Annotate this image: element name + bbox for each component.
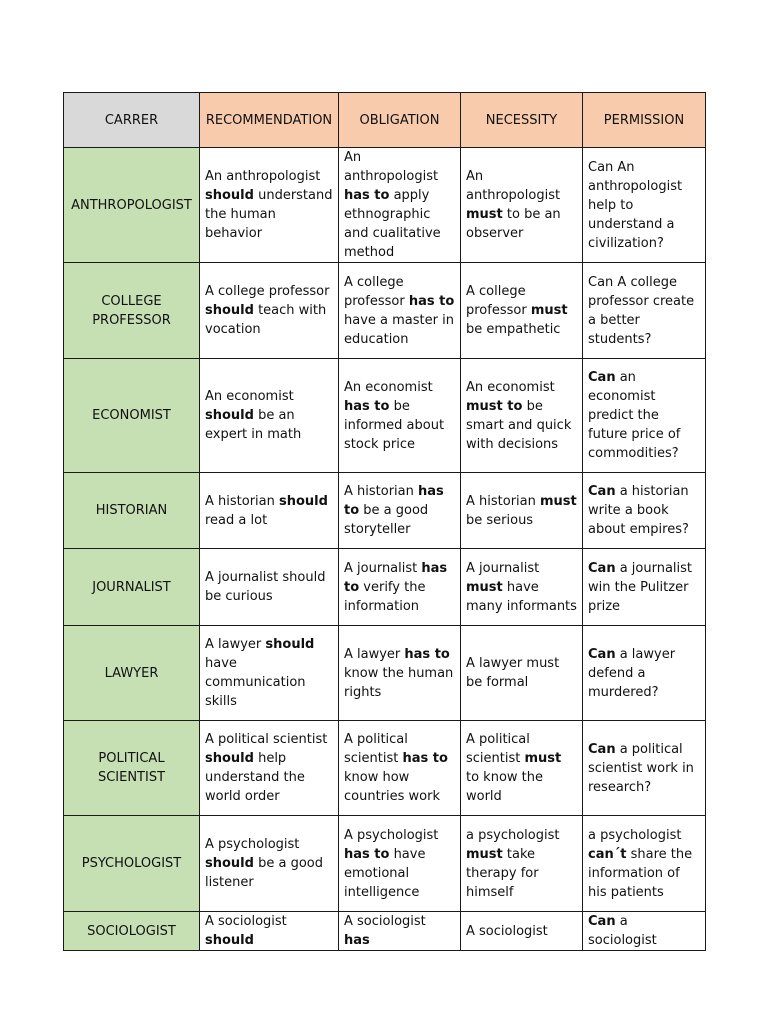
modal-verb: should	[205, 408, 254, 423]
career-name-cell: LAWYER	[64, 626, 200, 721]
career-name-cell: JOURNALIST	[64, 549, 200, 626]
modal-verb: must	[466, 207, 503, 222]
header-obligation: OBLIGATION	[339, 93, 461, 148]
permission-cell	[583, 912, 706, 951]
modal-verb: has to	[344, 484, 444, 518]
header-career: CARRER	[64, 93, 200, 148]
cell-text: A college professor	[205, 284, 330, 299]
cell-text: Can An anthropologist help to understand a civilization?	[588, 159, 683, 251]
permission-cell	[583, 148, 706, 263]
cell-text: to be an observer	[466, 207, 561, 241]
table-row	[64, 473, 706, 549]
cell-text: A historian	[205, 493, 279, 509]
cell-text: know how countries work	[344, 770, 440, 804]
modal-verb: should	[205, 188, 254, 203]
obligation-cell	[339, 721, 461, 816]
modal-verb: Can	[588, 741, 616, 757]
permission-cell	[583, 473, 706, 549]
cell-text: An anthropologist	[205, 169, 321, 184]
permission-cell	[583, 721, 706, 816]
cell-text: an economist predict the future price of commodities?	[588, 370, 681, 461]
cell-text: An economist	[344, 379, 433, 395]
modal-verb: must	[540, 493, 577, 509]
cell-text: A lawyer must be formal	[466, 656, 560, 690]
cell-text: be a good storyteller	[344, 503, 429, 537]
modal-verb: should	[205, 856, 254, 871]
necessity-cell	[461, 721, 583, 816]
recommendation-cell	[200, 148, 339, 263]
cell-text: have emotional intelligence	[344, 846, 426, 900]
obligation-cell	[339, 549, 461, 626]
recommendation-cell	[200, 721, 339, 816]
table-row	[64, 148, 706, 263]
cell-text: A lawyer	[344, 646, 405, 662]
necessity-cell	[461, 912, 583, 951]
cell-text: A psychologist	[205, 837, 300, 852]
cell-text: have a master in education	[344, 312, 454, 347]
cell-text: A sociologist	[466, 923, 548, 939]
cell-text: a lawyer defend a murdered?	[588, 646, 676, 700]
career-name-cell: ECONOMIST	[64, 359, 200, 473]
modal-verb: has to	[344, 398, 390, 414]
modal-verb: has to	[404, 646, 450, 662]
cell-text: A journalist	[466, 560, 540, 576]
cell-text: have communication skills	[205, 656, 306, 709]
table-row	[64, 721, 706, 816]
cell-text: verify the information	[344, 579, 426, 614]
cell-text: a psychologist	[466, 827, 560, 843]
header-necessity: NECESSITY	[461, 93, 583, 148]
necessity-cell	[461, 626, 583, 721]
modal-verb: has to	[344, 560, 448, 595]
modal-verb: should	[205, 751, 254, 766]
modal-verb: Can	[588, 370, 616, 385]
cell-text: A historian	[466, 493, 540, 509]
modal-verb: must	[524, 751, 562, 766]
cell-text: a journalist win the Pulitzer prize	[588, 560, 693, 614]
necessity-cell	[461, 359, 583, 473]
cell-text: A psychologist	[344, 827, 439, 843]
cell-text: read a lot	[205, 512, 268, 528]
cell-text: An anthropologist	[344, 150, 439, 184]
cell-text: A sociologist	[205, 914, 287, 929]
cell-text: help understand the world order	[205, 751, 305, 804]
modal-verb: must	[466, 846, 503, 862]
necessity-cell	[461, 816, 583, 912]
obligation-cell	[339, 816, 461, 912]
modal-verb: has to	[344, 188, 390, 203]
cell-text: A political scientist	[205, 732, 328, 747]
obligation-cell	[339, 359, 461, 473]
cell-text: A college professor	[466, 284, 531, 318]
modal-verb: can´t	[588, 846, 627, 862]
career-name-cell: SOCIOLOGIST	[64, 912, 200, 951]
modal-verb: has	[344, 933, 370, 948]
cell-text: A journalist	[344, 560, 422, 576]
cell-text: a political scientist work in research?	[588, 741, 694, 795]
career-name-cell: ANTHROPOLOGIST	[64, 148, 200, 263]
cell-text: understand the human behavior	[205, 188, 333, 241]
career-name-cell: HISTORIAN	[64, 473, 200, 549]
header-recommendation: RECOMMENDATION	[200, 93, 339, 148]
permission-cell	[583, 263, 706, 359]
modal-verb: has to	[344, 846, 390, 862]
obligation-cell	[339, 626, 461, 721]
table-row	[64, 359, 706, 473]
recommendation-cell	[200, 816, 339, 912]
table-row	[64, 263, 706, 359]
cell-text: take therapy for himself	[466, 846, 539, 900]
cell-text: share the information of his patients	[588, 846, 693, 900]
obligation-cell	[339, 263, 461, 359]
permission-cell	[583, 549, 706, 626]
cell-text: to know the world	[466, 770, 544, 804]
cell-text: be an expert in math	[205, 408, 302, 442]
cell-text: have many informants	[466, 579, 577, 614]
modal-verb: should	[205, 303, 254, 318]
career-name-cell: COLLEGE PROFESSOR	[64, 263, 200, 359]
modal-verb: should	[279, 493, 328, 509]
cell-text: A historian	[344, 484, 418, 499]
modal-verb: must	[466, 579, 503, 595]
obligation-cell	[339, 148, 461, 263]
cell-text: An economist	[205, 389, 294, 404]
cell-text: A political scientist	[466, 732, 530, 766]
cell-text: teach with vocation	[205, 303, 327, 337]
modal-verb: must	[530, 303, 568, 318]
recommendation-cell	[200, 549, 339, 626]
modal-verb: Can	[588, 484, 616, 499]
recommendation-cell	[200, 626, 339, 721]
career-name-cell: POLITICAL SCIENTIST	[64, 721, 200, 816]
permission-cell	[583, 816, 706, 912]
modal-verb: must to	[466, 398, 523, 414]
recommendation-cell	[200, 263, 339, 359]
table-row	[64, 816, 706, 912]
necessity-cell	[461, 549, 583, 626]
cell-text: be informed about stock price	[344, 398, 445, 452]
necessity-cell	[461, 263, 583, 359]
recommendation-cell	[200, 359, 339, 473]
modal-verb: Can	[588, 914, 616, 929]
cell-text: be a good listener	[205, 856, 323, 890]
cell-text: know the human rights	[344, 665, 454, 700]
necessity-cell	[461, 473, 583, 549]
modal-verb: Can	[588, 646, 616, 662]
cell-text: apply ethnographic and cualitative method	[344, 188, 441, 260]
table-row	[64, 549, 706, 626]
cell-text: a sociologist	[588, 914, 657, 948]
cell-text: Can A college professor create a better students?	[588, 274, 695, 347]
cell-text: A journalist should be curious	[205, 570, 326, 604]
modal-verb: has to	[402, 751, 448, 766]
obligation-cell	[339, 473, 461, 549]
obligation-cell	[339, 912, 461, 951]
cell-text: be serious	[466, 512, 534, 528]
necessity-cell	[461, 148, 583, 263]
cell-text: A lawyer	[205, 637, 266, 652]
career-name-cell: PSYCHOLOGIST	[64, 816, 200, 912]
header-row	[64, 93, 706, 148]
header-permission: PERMISSION	[583, 93, 706, 148]
cell-text: be empathetic	[466, 322, 561, 337]
cell-text: A sociologist	[344, 914, 426, 929]
modal-verb: Can	[588, 560, 616, 576]
recommendation-cell	[200, 473, 339, 549]
permission-cell	[583, 626, 706, 721]
modal-verb: has to	[408, 293, 455, 309]
cell-text: A college professor	[344, 274, 409, 309]
permission-cell	[583, 359, 706, 473]
cell-text: An economist	[466, 379, 555, 395]
modal-verb: should	[205, 933, 254, 948]
cell-text: A political scientist	[344, 732, 408, 766]
careers-table	[63, 92, 706, 951]
table-row	[64, 912, 706, 951]
cell-text: a historian write a book about empires?	[588, 484, 689, 537]
table-row	[64, 626, 706, 721]
cell-text: An anthropologist	[466, 169, 561, 203]
cell-text: be smart and quick with decisions	[466, 398, 572, 452]
modal-verb: should	[265, 637, 315, 652]
cell-text: a psychologist	[588, 827, 682, 843]
recommendation-cell	[200, 912, 339, 951]
